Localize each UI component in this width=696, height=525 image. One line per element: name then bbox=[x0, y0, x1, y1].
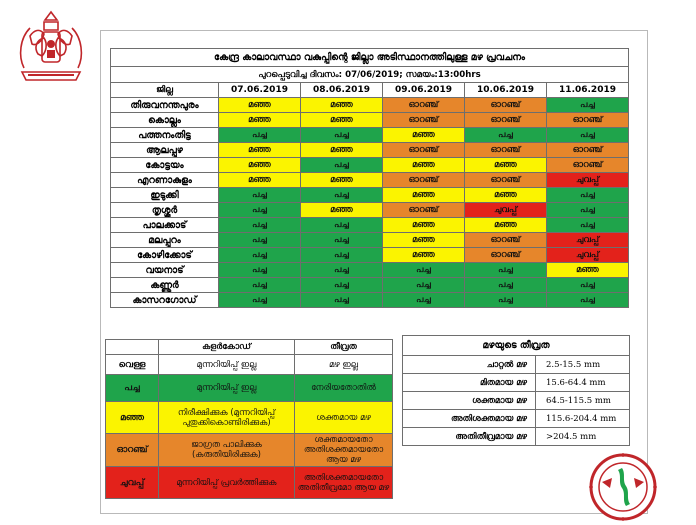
district-name: ആലപ്പുഴ bbox=[111, 143, 219, 158]
forecast-cell: മഞ്ഞ bbox=[383, 128, 465, 143]
intensity-range: >204.5 mm bbox=[536, 428, 630, 446]
district-name: എറണാകുളം bbox=[111, 173, 219, 188]
forecast-table bbox=[110, 48, 629, 308]
forecast-cell: മഞ്ഞ bbox=[465, 188, 547, 203]
forecast-row bbox=[111, 98, 629, 113]
forecast-cell: മഞ്ഞ bbox=[219, 173, 301, 188]
district-column-header: ജില്ല bbox=[111, 83, 219, 98]
legend-intensity: അതിശക്തമായതോ അതിതീവ്രമോ ആയ മഴ bbox=[295, 467, 393, 499]
legend-header-intensity: തീവ്രത bbox=[295, 340, 393, 355]
forecast-cell: മഞ്ഞ bbox=[383, 248, 465, 263]
intensity-row bbox=[403, 374, 630, 392]
forecast-cell: പച്ച bbox=[383, 278, 465, 293]
legend-row bbox=[106, 434, 393, 467]
forecast-row bbox=[111, 128, 629, 143]
forecast-cell: പച്ച bbox=[547, 278, 629, 293]
forecast-cell: ഓറഞ്ച് bbox=[383, 113, 465, 128]
forecast-cell: പച്ച bbox=[465, 278, 547, 293]
forecast-cell: പച്ച bbox=[383, 263, 465, 278]
legend-row bbox=[106, 355, 393, 375]
forecast-cell: ഓറഞ്ച് bbox=[383, 143, 465, 158]
forecast-cell: മഞ്ഞ bbox=[219, 143, 301, 158]
legend-meaning: നിരീക്ഷിക്കുക (മുന്നറിയിപ്പ് പുതുക്കികൊണ്ടിരിക്കുക) bbox=[159, 402, 295, 434]
district-name: മലപ്പുറം bbox=[111, 233, 219, 248]
legend-intensity: നേരിയതോതിൽ bbox=[295, 375, 393, 402]
forecast-cell: പച്ച bbox=[547, 203, 629, 218]
intensity-row bbox=[403, 428, 630, 446]
legend-color-code: വെള്ള bbox=[106, 355, 159, 375]
forecast-cell: ഓറഞ്ച് bbox=[465, 113, 547, 128]
forecast-row bbox=[111, 278, 629, 293]
legend-color-code: ഓറഞ്ച് bbox=[106, 434, 159, 467]
forecast-cell: ഓറഞ്ച് bbox=[465, 173, 547, 188]
forecast-cell: പച്ച bbox=[301, 263, 383, 278]
forecast-cell: ഓറഞ്ച് bbox=[547, 143, 629, 158]
date-header: 08.06.2019 bbox=[301, 83, 383, 98]
forecast-cell: പച്ച bbox=[219, 293, 301, 308]
intensity-range: 64.5-115.5 mm bbox=[536, 392, 630, 410]
forecast-cell: മഞ്ഞ bbox=[547, 263, 629, 278]
forecast-row bbox=[111, 173, 629, 188]
forecast-cell: പച്ച bbox=[301, 233, 383, 248]
disaster-authority-seal-icon bbox=[588, 452, 658, 522]
intensity-row bbox=[403, 392, 630, 410]
forecast-cell: മഞ്ഞ bbox=[301, 113, 383, 128]
intensity-rows bbox=[403, 356, 630, 446]
forecast-cell: മഞ്ഞ bbox=[219, 113, 301, 128]
forecast-cell: ചുവപ്പ് bbox=[465, 203, 547, 218]
legend-intensity: ശക്തമായ മഴ bbox=[295, 402, 393, 434]
forecast-cell: മഞ്ഞ bbox=[383, 233, 465, 248]
legend-intensity: മഴ ഇല്ല bbox=[295, 355, 393, 375]
forecast-row bbox=[111, 143, 629, 158]
forecast-cell: പച്ച bbox=[547, 188, 629, 203]
forecast-cell: പച്ച bbox=[219, 278, 301, 293]
forecast-row bbox=[111, 218, 629, 233]
forecast-row bbox=[111, 113, 629, 128]
legend-meaning: മുന്നറിയിപ്പ് ഇല്ല bbox=[159, 355, 295, 375]
intensity-title: മഴയുടെ തീവ്രത bbox=[403, 336, 630, 356]
forecast-cell: പച്ച bbox=[547, 218, 629, 233]
forecast-cell: പച്ച bbox=[219, 233, 301, 248]
legend-color-code: ചുവപ്പ് bbox=[106, 467, 159, 499]
forecast-cell: പച്ച bbox=[465, 128, 547, 143]
forecast-cell: പച്ച bbox=[301, 248, 383, 263]
legend-spacer bbox=[106, 340, 159, 355]
legend-meaning: ജാഗ്രത പാലിക്കുക (കരുതിയിരിക്കുക) bbox=[159, 434, 295, 467]
intensity-range: 2.5-15.5 mm bbox=[536, 356, 630, 374]
forecast-cell: മഞ്ഞ bbox=[219, 98, 301, 113]
forecast-cell: ചുവപ്പ് bbox=[547, 173, 629, 188]
rain-intensity-table bbox=[402, 335, 630, 446]
intensity-range: 115.6-204.4 mm bbox=[536, 410, 630, 428]
forecast-cell: പച്ച bbox=[547, 98, 629, 113]
forecast-cell: പച്ച bbox=[219, 248, 301, 263]
legend-meaning: മുന്നറിയിപ്പ് പ്രവർത്തിക്കുക bbox=[159, 467, 295, 499]
forecast-cell: പച്ച bbox=[219, 263, 301, 278]
intensity-row bbox=[403, 356, 630, 374]
forecast-row bbox=[111, 263, 629, 278]
date-header: 10.06.2019 bbox=[465, 83, 547, 98]
intensity-name: മിതമായ മഴ bbox=[403, 374, 536, 392]
district-name: കണ്ണൂർ bbox=[111, 278, 219, 293]
forecast-cell: പച്ച bbox=[301, 293, 383, 308]
date-header-row bbox=[111, 83, 629, 98]
district-name: കോട്ടയം bbox=[111, 158, 219, 173]
forecast-cell: ഓറഞ്ച് bbox=[465, 233, 547, 248]
legend-row bbox=[106, 402, 393, 434]
legend-meaning: മുന്നറിയിപ്പ് ഇല്ല bbox=[159, 375, 295, 402]
forecast-cell: ഓറഞ്ച് bbox=[465, 248, 547, 263]
district-name: തിരുവനന്തപുരം bbox=[111, 98, 219, 113]
page-title: കേന്ദ്ര കാലാവസ്ഥാ വകുപ്പിന്റെ ജില്ലാ അടിസ്ഥാനത്തിലുള്ള മഴ പ്രവചനം bbox=[111, 49, 629, 67]
forecast-cell: ഓറഞ്ച് bbox=[547, 158, 629, 173]
forecast-cell: പച്ച bbox=[219, 188, 301, 203]
district-name: പത്തനംതിട്ട bbox=[111, 128, 219, 143]
forecast-cell: പച്ച bbox=[301, 188, 383, 203]
forecast-cell: മഞ്ഞ bbox=[383, 218, 465, 233]
forecast-row bbox=[111, 293, 629, 308]
district-name: കാസറഗോഡ് bbox=[111, 293, 219, 308]
forecast-cell: മഞ്ഞ bbox=[301, 98, 383, 113]
forecast-cell: മഞ്ഞ bbox=[219, 158, 301, 173]
forecast-cell: പച്ച bbox=[301, 128, 383, 143]
forecast-cell: മഞ്ഞ bbox=[383, 158, 465, 173]
forecast-rows bbox=[111, 98, 629, 308]
forecast-cell: പച്ച bbox=[465, 293, 547, 308]
intensity-name: ശക്തമായ മഴ bbox=[403, 392, 536, 410]
forecast-cell: പച്ച bbox=[301, 278, 383, 293]
district-name: വയനാട് bbox=[111, 263, 219, 278]
forecast-row bbox=[111, 158, 629, 173]
forecast-cell: പച്ച bbox=[219, 203, 301, 218]
forecast-cell: ചുവപ്പ് bbox=[547, 233, 629, 248]
forecast-cell: ഓറഞ്ച് bbox=[383, 203, 465, 218]
forecast-cell: പച്ച bbox=[219, 128, 301, 143]
district-name: ഇടുക്കി bbox=[111, 188, 219, 203]
forecast-cell: മഞ്ഞ bbox=[465, 158, 547, 173]
legend-rows bbox=[106, 355, 393, 499]
forecast-cell: പച്ച bbox=[301, 158, 383, 173]
intensity-name: ചാറ്റൽ മഴ bbox=[403, 356, 536, 374]
intensity-name: അതിതീവ്രമായ മഴ bbox=[403, 428, 536, 446]
forecast-row bbox=[111, 248, 629, 263]
legend-header-code: കളർകോഡ് bbox=[159, 340, 295, 355]
forecast-cell: ഓറഞ്ച് bbox=[383, 98, 465, 113]
forecast-cell: മഞ്ഞ bbox=[301, 143, 383, 158]
legend-row bbox=[106, 375, 393, 402]
forecast-cell: മഞ്ഞ bbox=[383, 188, 465, 203]
forecast-cell: പച്ച bbox=[547, 128, 629, 143]
intensity-row bbox=[403, 410, 630, 428]
forecast-row bbox=[111, 188, 629, 203]
date-header: 09.06.2019 bbox=[383, 83, 465, 98]
legend-row bbox=[106, 467, 393, 499]
district-name: പാലക്കാട് bbox=[111, 218, 219, 233]
district-name: കോഴിക്കോട് bbox=[111, 248, 219, 263]
date-header: 11.06.2019 bbox=[547, 83, 629, 98]
forecast-cell: ഓറഞ്ച് bbox=[465, 143, 547, 158]
issued-timestamp: പുറപ്പെടുവിച്ച ദിവസം: 07/06/2019; സമയം:13:00hrs bbox=[111, 67, 629, 83]
legend-color-code: പച്ച bbox=[106, 375, 159, 402]
forecast-cell: മഞ്ഞ bbox=[301, 173, 383, 188]
date-header: 07.06.2019 bbox=[219, 83, 301, 98]
intensity-name: അതിശക്തമായ മഴ bbox=[403, 410, 536, 428]
forecast-cell: മഞ്ഞ bbox=[465, 218, 547, 233]
forecast-row bbox=[111, 233, 629, 248]
legend-color-code: മഞ്ഞ bbox=[106, 402, 159, 434]
forecast-cell: മഞ്ഞ bbox=[301, 203, 383, 218]
forecast-cell: പച്ച bbox=[301, 218, 383, 233]
forecast-cell: പച്ച bbox=[383, 293, 465, 308]
district-name: കൊല്ലം bbox=[111, 113, 219, 128]
kerala-emblem-icon bbox=[14, 8, 88, 86]
color-code-legend bbox=[105, 339, 393, 499]
forecast-cell: ഓറഞ്ച് bbox=[383, 173, 465, 188]
intensity-range: 15.6-64.4 mm bbox=[536, 374, 630, 392]
district-name: തൃശ്ശൂർ bbox=[111, 203, 219, 218]
forecast-cell: ഓറഞ്ച് bbox=[547, 113, 629, 128]
legend-intensity: ശക്തമായതോ അതിശക്തമായതോ ആയ മഴ bbox=[295, 434, 393, 467]
forecast-cell: ഓറഞ്ച് bbox=[465, 98, 547, 113]
forecast-cell: പച്ച bbox=[547, 293, 629, 308]
forecast-cell: ചുവപ്പ് bbox=[547, 248, 629, 263]
forecast-cell: പച്ച bbox=[219, 218, 301, 233]
forecast-row bbox=[111, 203, 629, 218]
forecast-cell: പച്ച bbox=[465, 263, 547, 278]
